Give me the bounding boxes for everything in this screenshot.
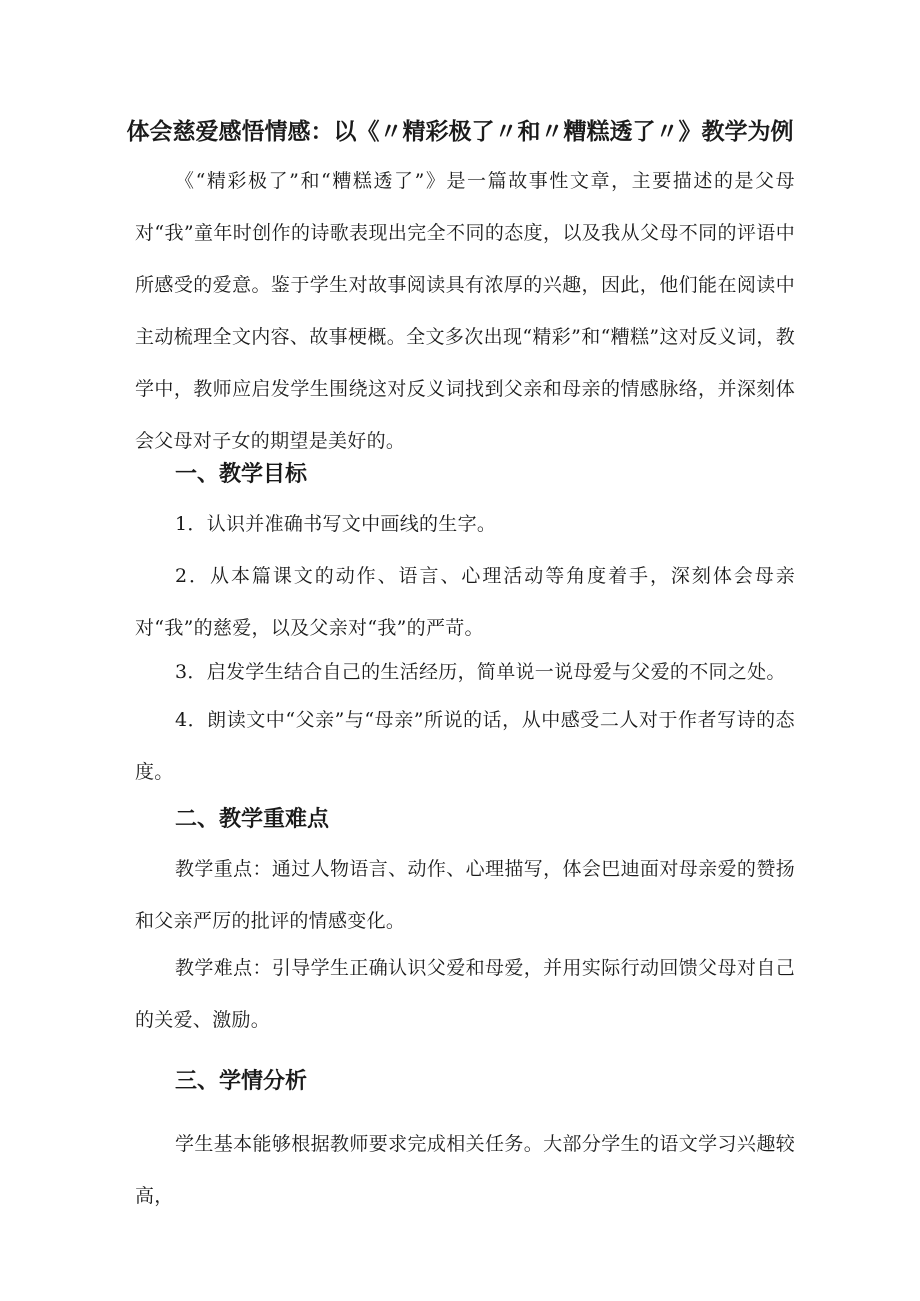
key-point-paragraph: 教学重点：通过人物语言、动作、心理描写，体会巴迪面对母亲爱的赞扬和父亲严厉的批评的情感变化。 (135, 858, 795, 932)
objective-item: 1．认识并准确书写文中画线的生字。 (175, 513, 497, 535)
section-heading-key-points: 二、教学重难点 (175, 807, 330, 832)
analysis-paragraph: 学生基本能够根据教师要求完成相关任务。大部分学生的语文学习兴趣较高， (135, 1133, 795, 1207)
section-heading-objectives: 一、教学目标 (175, 462, 308, 487)
objective-item: 2．从本篇课文的动作、语言、心理活动等角度着手，深刻体会母亲对“我”的慈爱，以及父亲对“我”的严苛。 (135, 565, 795, 639)
document-title: 体会慈爱感悟情感：以《〃精彩极了〃和〃糟糕透了〃》教学为例 (126, 119, 794, 145)
objective-item: 4．朗读文中“父亲”与“母亲”所说的话，从中感受二人对于作者写诗的态度。 (135, 709, 795, 783)
objective-item: 3．启发学生结合自己的生活经历，简单说一说母爱与父爱的不同之处。 (175, 661, 786, 683)
difficulty-paragraph: 教学难点：引导学生正确认识父爱和母爱，并用实际行动回馈父母对自己的关爱、激励。 (135, 957, 795, 1031)
section-heading-analysis: 三、学情分析 (175, 1069, 308, 1094)
intro-paragraph: 《“精彩极了”和“糟糕透了”》是一篇故事性文章，主要描述的是父母对“我”童年时创作的诗歌表现出完全不同的态度，以及我从父母不同的评语中所感受的爱意。鉴于学生对故事阅读具有浓厚的兴趣，因此，他们能在阅读中主动梳理全文内容、故事梗概。全文多次出现“精彩”和“糟糕”这对反义词，教学中，教师应启发学生围绕这对反义词找到父亲和母亲的情感脉络，并深刻体会父母对子女的期望是美好的。 (135, 170, 795, 452)
